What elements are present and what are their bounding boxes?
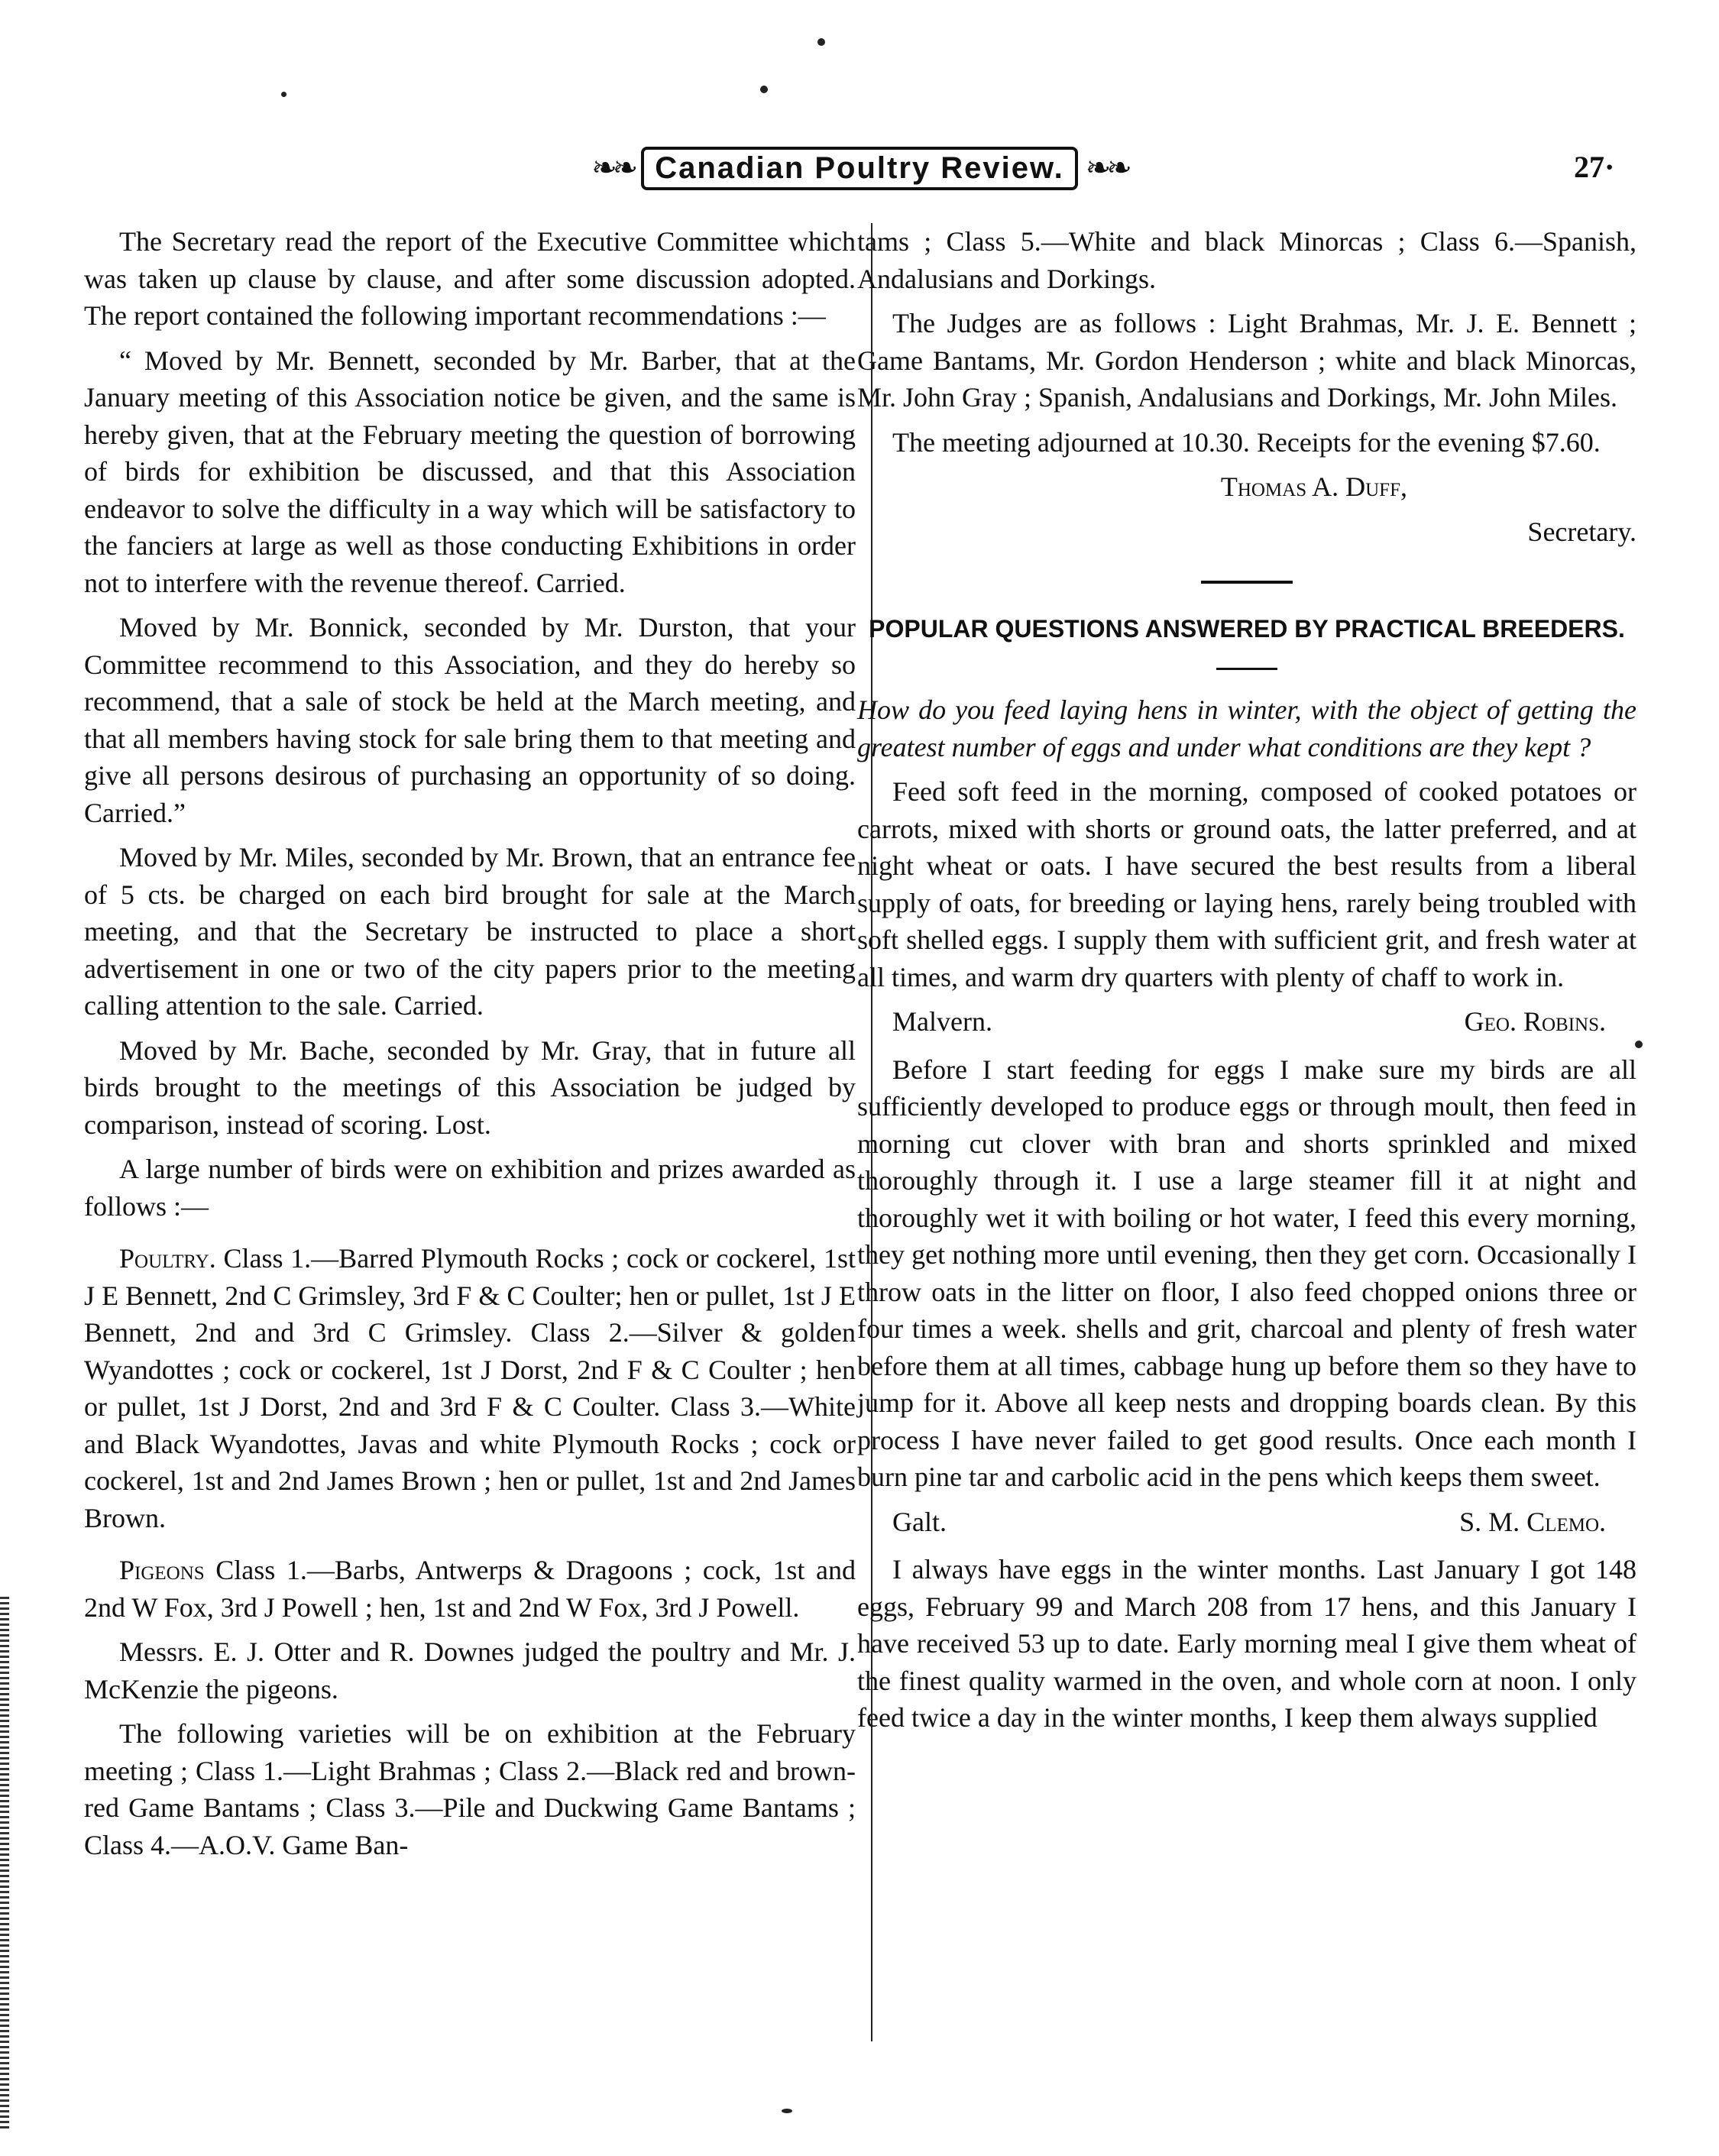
byline-place: Galt. bbox=[892, 1506, 947, 1537]
question-text: How do you feed laying hens in winter, with the object of getting the greatest number of eggs and under what conditions are they kept ? bbox=[857, 694, 1636, 762]
paragraph: The following varieties will be on exhibition at the February meeting ; Class 1.—Light Brahmas ; Class 2.—Black red and brown-red Game Bantams ; Class 3.—Pile and Duckwing Game Bantams ; Class 4.—A.O.V. Game Ban- bbox=[84, 1718, 856, 1860]
scan-edge bbox=[0, 1597, 9, 2132]
section-rule bbox=[1216, 668, 1277, 670]
pigeon-awards bbox=[84, 1552, 856, 1626]
byline bbox=[857, 1504, 1636, 1541]
paragraph: The Judges are as follows : Light Brahmas, Mr. J. E. Bennett ; Game Bantams, Mr. Gordon Henderson ; white and black Minorcas, Mr. John Gray ; Spanish, Andalusians and Dorkings, Mr. John Miles. bbox=[857, 308, 1636, 413]
paragraph: The meeting adjourned at 10.30. Receipts for the evening $7.60. bbox=[892, 426, 1601, 458]
ornament-left-icon: ❧❧ bbox=[591, 151, 634, 185]
byline bbox=[857, 1003, 1636, 1041]
scan-speck bbox=[281, 92, 286, 97]
paragraph: A large number of birds were on exhibition and prizes awarded as follows :— bbox=[84, 1154, 856, 1222]
answer-paragraph: Feed soft feed in the morning, composed of cooked potatoes or carrots, mixed with shorts or ground oats, the latter preferred, and at night wheat or oats. I have secured the best results from a liberal supply of oats, for breeding or laying hens, rarely being troubled with soft shelled eggs. I supply them with sufficient grit, and fresh water at all times, and warm dry quarters with plenty of chaff to work in. bbox=[857, 776, 1636, 992]
byline-place: Malvern. bbox=[892, 1006, 992, 1037]
paragraph: “ Moved by Mr. Bennett, seconded by Mr. Barber, that at the January meeting of this Association notice be given, and the same is hereby given, that at the February meeting the question of borrowing of birds for exhibition be discussed, and that this Association endeavor to solve the difficulty in a way which will be satisfactory to the fanciers at large as well as those conducting Exhibitions in order not to interfere with the revenue thereof. Carried. bbox=[84, 345, 856, 598]
paragraph: Messrs. E. J. Otter and R. Downes judged the poultry and Mr. J. McKenzie the pigeons. bbox=[84, 1636, 856, 1704]
ornament-right-icon: ❧❧ bbox=[1085, 151, 1128, 185]
awards-text: Class 1.—Barred Plymouth Rocks ; cock or cockerel, 1st J E Bennett, 2nd C Grimsley, 3rd F & C Coulter; hen or pullet, 1st J E Bennett, 2nd and 3rd C Grimsley. Class 2.—Silver & golden Wyandottes ; cock or cockerel, 1st J Dorst, 2nd F & C Coulter ; hen or pullet, 1st J Dorst, 2nd and 3rd F & C Coulter. Class 3.—White and Black Wyandottes, Javas and white Plymouth Rocks ; cock or cockerel, 1st and 2nd James Brown ; hen or pullet, 1st and 2nd James Brown. bbox=[84, 1243, 856, 1533]
scan-speck bbox=[1635, 1041, 1643, 1048]
section-rule bbox=[1201, 581, 1293, 584]
paragraph: Moved by Mr. Bache, seconded by Mr. Gray, that in future all birds brought to the meetings of this Association be judged by comparison, instead of scoring. Lost. bbox=[84, 1034, 856, 1140]
byline-name: S. M. Clemo. bbox=[1459, 1506, 1606, 1537]
signature-title: Secretary. bbox=[1527, 516, 1636, 547]
paragraph: Moved by Mr. Miles, seconded by Mr. Brown, that an entrance fee of 5 cts. be charged on each bird brought for sale at the March meeting, and that the Secretary be instructed to place a short advertisement in one or two of the city papers prior to the meeting calling attention to the sale. Carried. bbox=[84, 842, 856, 1021]
signature-name: Thomas A. Duff, bbox=[1220, 471, 1407, 502]
section-heading: POPULAR QUESTIONS ANSWERED BY PRACTICAL BREEDERS. bbox=[869, 615, 1625, 643]
page-number: 27· bbox=[1574, 150, 1615, 184]
masthead bbox=[569, 141, 1150, 196]
right-column bbox=[857, 223, 1636, 1744]
left-column bbox=[84, 223, 856, 1871]
poultry-awards bbox=[84, 1240, 856, 1536]
answer-paragraph: I always have eggs in the winter months. Last January I got 148 eggs, February 99 and March 208 from 17 hens, and this January I have received 53 up to date. Early morning meal I give them wheat of the finest quality warmed in the oven, and whole corn at noon. I only feed twice a day in the winter months, I keep them always supplied bbox=[857, 1554, 1636, 1733]
scan-speck bbox=[817, 38, 825, 46]
paragraph: tams ; Class 5.—White and black Minorcas ; Class 6.—Spanish, Andalusians and Dorkings. bbox=[857, 226, 1636, 294]
byline-name: Geo. Robins. bbox=[1464, 1006, 1606, 1037]
awards-text: Class 1.—Barbs, Antwerps & Dragoons ; cock, 1st and 2nd W Fox, 3rd J Powell ; hen, 1st and 2nd W Fox, 3rd J Powell. bbox=[84, 1555, 856, 1623]
paragraph: Moved by Mr. Bonnick, seconded by Mr. Durston, that your Committee recommend to this Association, and they do hereby so recommend, that a sale of stock be held at the March meeting, and that all members having stock for sale bring them to that meeting and give all persons desirous of purchasing an opportunity of so doing. Carried.” bbox=[84, 612, 856, 828]
paragraph: The Secretary read the report of the Executive Committee which was taken up clause by clause, and after some discussion adopted. The report contained the following important recommendations :— bbox=[84, 226, 856, 331]
scan-speck bbox=[782, 2109, 792, 2113]
section-label: Pigeons bbox=[119, 1555, 205, 1585]
section-label: Poultry. bbox=[119, 1243, 216, 1274]
publication-title: Canadian Poultry Review. bbox=[641, 147, 1078, 190]
answer-paragraph: Before I start feeding for eggs I make sure my birds are all sufficiently developed to produce eggs or through moult, then feed in morning cut clover with bran and shorts sprinkled and mixed thoroughly through it. I use a large steamer fill it at night and thoroughly wet it with boiling or hot water, I feed this every morning, they get nothing more until evening, then they get corn. Occasionally I throw oats in the litter on floor, I also feed chopped onions three or four times a week. shells and grit, charcoal and plenty of fresh water before them at all times, cabbage hung up before them so they have to jump for it. Above all keep nests and dropping boards clean. By this process I have never failed to get good results. Once each month I burn pine tar and carbolic acid in the pens which keeps them sweet. bbox=[857, 1054, 1636, 1492]
scan-speck bbox=[760, 86, 768, 93]
